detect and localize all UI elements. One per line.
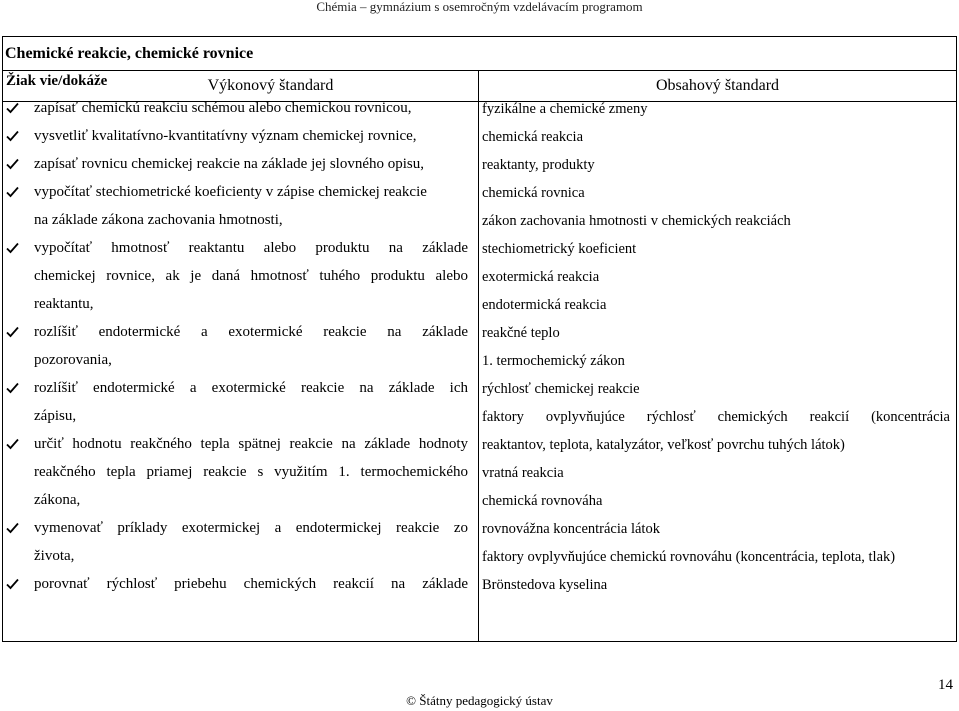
performance-line — [6, 262, 468, 290]
checkmark-icon — [6, 514, 20, 542]
checkmark-icon — [6, 94, 20, 122]
section-title: Chemické reakcie, chemické rovnice — [3, 37, 956, 71]
content-line: zákon zachovania hmotnosti v chemických reakciách — [482, 213, 791, 229]
performance-list — [6, 94, 468, 598]
checkmark-icon — [6, 430, 20, 458]
left-column-heading: Výkonový štandard — [207, 77, 334, 94]
performance-line — [6, 430, 468, 458]
content-line: stechiometrický koeficient — [482, 241, 637, 257]
content-line: rovnovážna koncentrácia látok — [482, 521, 660, 537]
performance-standard-column — [6, 66, 468, 598]
column-divider — [478, 71, 479, 641]
checkmark-icon — [6, 178, 20, 206]
content-line: exotermická reakcia — [482, 269, 600, 285]
page-number: 14 — [938, 677, 953, 693]
checkmark-icon — [6, 374, 20, 402]
performance-line — [6, 570, 468, 598]
content-line: endotermická reakcia — [482, 297, 607, 313]
content-line: faktory ovplyvňujúce rýchlosť chemických reakcií (koncentrácia — [482, 409, 950, 425]
performance-line — [6, 150, 468, 178]
performance-line-text: rozlíšiť endotermické a exotermické reakcie na základe ich — [34, 380, 468, 396]
content-standard-column — [482, 95, 950, 599]
content-line: reaktantov, teplota, katalyzátor, veľkosť povrchu tuhých látok) — [482, 437, 845, 453]
performance-line-text: vypočítať hmotnosť reaktantu alebo produktu na základe — [34, 240, 468, 256]
checkmark-icon — [6, 150, 20, 178]
performance-line-text: vypočítať stechiometrické koeficienty v zápise chemickej reakcie — [34, 184, 427, 200]
content-line: fyzikálne a chemické zmeny — [482, 101, 648, 117]
content-line: reakčné teplo — [482, 325, 560, 341]
performance-line-text: zákona, — [34, 492, 81, 508]
performance-line-text: zapísať chemickú reakciu schémou alebo chemickou rovnicou, — [34, 100, 412, 116]
performance-line-text: reaktantu, — [34, 296, 94, 312]
performance-line — [6, 542, 468, 570]
checkmark-icon — [6, 570, 20, 598]
content-line: vratná reakcia — [482, 465, 564, 481]
performance-line-text: reakčného tepla priamej reakcie s využitím 1. termochemického — [34, 464, 468, 480]
performance-line — [6, 318, 468, 346]
performance-line-text: vymenovať príklady exotermickej a endotermickej reakcie zo — [34, 520, 468, 536]
content-line: chemická rovnica — [482, 185, 585, 201]
performance-line — [6, 486, 468, 514]
performance-line — [6, 94, 468, 122]
page-footer: © Štátny pedagogický ústav — [406, 693, 553, 708]
performance-line-text: určiť hodnotu reakčného tepla spätnej reakcie na základe hodnoty — [34, 436, 468, 452]
performance-line — [6, 346, 468, 374]
performance-line-text: vysvetliť kvalitatívno-kvantitatívny význam chemickej rovnice, — [34, 128, 417, 144]
performance-line-text: na základe zákona zachovania hmotnosti, — [34, 212, 283, 228]
content-line: chemická rovnováha — [482, 493, 603, 509]
performance-line-text: chemickej rovnice, ak je daná hmotnosť tuhého produktu alebo — [34, 268, 468, 284]
content-line: 1. termochemický zákon — [482, 353, 625, 369]
performance-line — [6, 122, 468, 150]
checkmark-icon — [6, 122, 20, 150]
performance-line — [6, 514, 468, 542]
performance-line-text: porovnať rýchlosť priebehu chemických reakcií na základe — [34, 576, 468, 592]
performance-line — [6, 458, 468, 486]
performance-line-text: zápisu, — [34, 408, 77, 424]
right-column-heading: Obsahový štandard — [655, 77, 780, 94]
performance-line-text: rozlíšiť endotermické a exotermické reakcie na základe — [34, 324, 468, 340]
content-line: Brönstedova kyselina — [482, 577, 608, 593]
content-line: rýchlosť chemickej reakcie — [482, 381, 640, 397]
left-intro: Žiak vie/dokáže — [6, 73, 108, 89]
performance-line — [6, 206, 468, 234]
checkmark-icon — [6, 234, 20, 262]
performance-line-text: pozorovania, — [34, 352, 112, 368]
performance-line — [6, 290, 468, 318]
performance-line — [6, 402, 468, 430]
checkmark-icon — [6, 318, 20, 346]
content-line: faktory ovplyvňujúce chemickú rovnováhu (koncentrácia, teplota, tlak) — [482, 549, 896, 565]
performance-line — [6, 234, 468, 262]
performance-line — [6, 374, 468, 402]
performance-line-text: života, — [34, 548, 75, 564]
content-line: chemická reakcia — [482, 129, 584, 145]
performance-line — [6, 178, 468, 206]
content-line: reaktanty, produkty — [482, 157, 595, 173]
performance-line-text: zapísať rovnicu chemickej reakcie na základe jej slovného opisu, — [34, 156, 424, 172]
page-header: Chémia – gymnázium s osemročným vzdelávacím programom — [316, 0, 643, 14]
